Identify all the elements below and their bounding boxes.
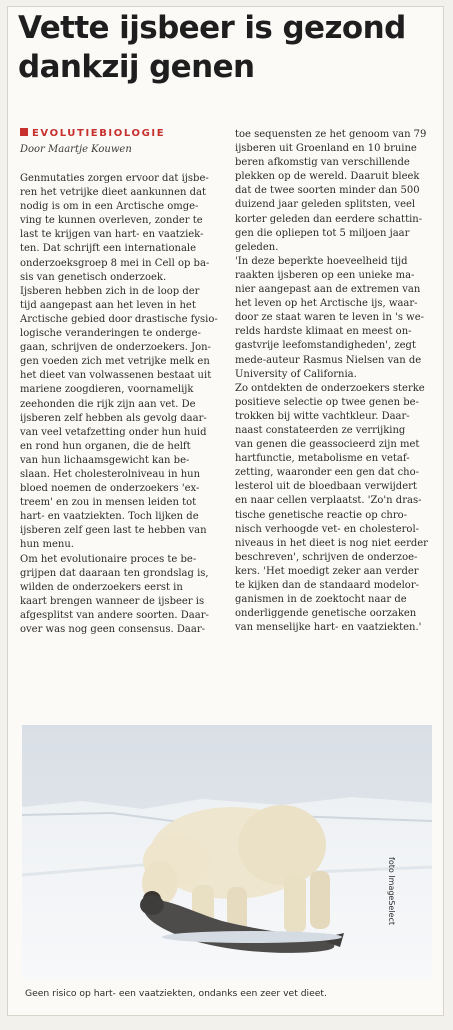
text-line: wilden de onderzoekers eerst in (20, 581, 183, 593)
section-rubric (20, 128, 165, 140)
text-line: door ze staat waren te leven in 's we- (235, 312, 425, 324)
text-line: beschreven', schrijven de onderzoe- (235, 551, 418, 563)
photo-caption: Geen risico op hart- een vaatziekten, ondanks een zeer vet dieet. (25, 988, 327, 999)
text-line: slaan. Het cholesterolniveau in hun (20, 468, 201, 480)
text-line: ijsberen uit Groenland en 10 bruine (235, 143, 417, 155)
text-line: hart- en vaatziekten. Toch lijken de (20, 511, 199, 523)
rubric-square-icon (20, 128, 28, 136)
text-line: Arctische gebied door drastische fysio- (20, 313, 218, 325)
text-line: nisch verhoogde vet- en cholesterol- (235, 523, 420, 535)
text-line: geleden. (235, 241, 279, 253)
text-line: Om het evolutionaire proces te be- (20, 553, 197, 565)
text-line: lesterol uit de bloedbaan verwijdert (235, 481, 417, 493)
byline: Door Maartje Kouwen (20, 144, 132, 155)
text-line: gaan, schrijven de onderzoekers. Jon- (20, 342, 211, 354)
text-line: naast constateerden ze verrijking (235, 424, 406, 436)
text-line: gen voeden zich met vetrijke melk en (20, 356, 210, 368)
text-line: en rond hun organen, die de helft (20, 440, 191, 452)
headline-line-1: Vette ijsbeer is gezond (18, 10, 406, 46)
text-line: ijsberen zelf geen last te hebben van (20, 525, 207, 537)
headline (18, 9, 438, 87)
text-line: beren afkomstig van verschillende (235, 157, 410, 169)
text-line: hun menu. (20, 539, 74, 551)
newspaper-clipping (7, 6, 444, 1016)
text-line: gastvrije leefomstandigheden', zegt (235, 340, 416, 352)
text-line: plekken op de wereld. Daaruit bleek (235, 171, 420, 183)
text-line: bloed noemen de onderzoekers 'ex- (20, 483, 200, 495)
text-line: treem' en zou in mensen leiden tot (20, 497, 197, 509)
text-line: 'In deze beperkte hoeveelheid tijd (235, 255, 408, 267)
article-column-left (20, 172, 220, 637)
text-line: kaart brengen wanneer de ijsbeer is (20, 595, 205, 607)
text-line: tijd aangepast aan het leven in het (20, 299, 196, 311)
text-line: van hun lichaamsgewicht kan be- (20, 454, 190, 466)
rubric-label: EVOLUTIEBIOLOGIE (32, 128, 166, 139)
text-line: positieve selectie op twee genen be- (235, 396, 419, 408)
text-line: dat de twee soorten minder dan 500 (235, 185, 420, 197)
text-line: trokken bij witte vachtkleur. Daar- (235, 410, 410, 422)
text-line: over was nog geen consensus. Daar- (20, 624, 205, 635)
article-column-right (235, 128, 440, 635)
text-line: afgesplitst van andere soorten. Daar- (20, 609, 209, 621)
text-line: Genmutaties zorgen ervoor dat ijsbe- (20, 173, 209, 184)
text-line: zeehonden die rijk zijn aan vet. De (20, 398, 196, 410)
text-line: nodig is om in een Arctische omge- (20, 201, 199, 213)
text-line: nier aangepast aan de extremen van (235, 284, 421, 296)
text-line: raakten ijsberen op een unieke ma- (235, 269, 415, 281)
text-line: ganismen in de zoektocht naar de (235, 594, 407, 606)
text-line: kers. 'Het moedigt zeker aan verder (235, 565, 419, 577)
text-line: van veel vetafzetting onder hun huid (20, 426, 207, 438)
text-line: ijsberen zelf hebben als gevolg daar- (20, 412, 207, 424)
text-line: ten. Dat schrijft een internationale (20, 243, 197, 255)
text-line: Ijsberen hebben zich in de loop der (20, 285, 200, 297)
text-line: grijpen dat daaraan ten grondslag is, (20, 567, 209, 579)
text-line: relds hardste klimaat en meest on- (235, 326, 412, 338)
text-line: onderzoeksgroep 8 mei in Cell op ba- (20, 257, 210, 269)
text-line: het dieet van volwassenen bestaat uit (20, 370, 212, 382)
text-line: van genen die geassocieerd zijn met (235, 439, 420, 451)
text-line: tische genetische reactie op chro- (235, 509, 408, 521)
text-line: ren het vetrijke dieet aankunnen dat (20, 187, 206, 199)
text-line: last te krijgen van hart- en vaatziek- (20, 229, 204, 241)
text-line: mariene zoogdieren, voornamelijk (20, 384, 194, 396)
text-line: te kijken dan de standaard modelor- (235, 580, 419, 591)
text-line: zetting, waaronder een gen dat cho- (235, 467, 420, 479)
text-line: korter geleden dan eerdere schattin- (235, 213, 423, 225)
text-line: duizend jaar geleden splitsten, veel (235, 199, 416, 211)
text-line: sis van genetisch onderzoek. (20, 271, 167, 283)
text-line: niveaus in het dieet is nog niet eerder (235, 537, 428, 549)
text-line: Zo ontdekten de onderzoekers sterke (235, 382, 425, 394)
text-line: ving te kunnen overleven, zonder te (20, 215, 203, 227)
text-line: logische veranderingen te onderge- (20, 328, 201, 340)
text-line: hartfunctie, metabolisme en vetaf- (235, 453, 410, 465)
text-line: van menselijke hart- en vaatziekten.' (235, 622, 422, 634)
photo-illustration (22, 725, 432, 979)
text-line: en naar cellen verplaatst. 'Zo'n dras- (235, 495, 422, 507)
polar-bear-photo (22, 725, 432, 979)
text-line: mede-auteur Rasmus Nielsen van de (235, 354, 422, 366)
text-line: toe sequensten ze het genoom van 79 (235, 129, 427, 140)
text-line: onderliggende genetische oorzaken (235, 608, 417, 620)
photo-credit: foto ImageSelect (387, 857, 396, 926)
text-line: het leven op het Arctische ijs, waar- (235, 298, 418, 310)
text-line: University of California. (235, 368, 357, 380)
text-line: gen die opliepen tot 5 miljoen jaar (235, 227, 410, 239)
headline-line-2: dankzij genen (18, 49, 255, 85)
